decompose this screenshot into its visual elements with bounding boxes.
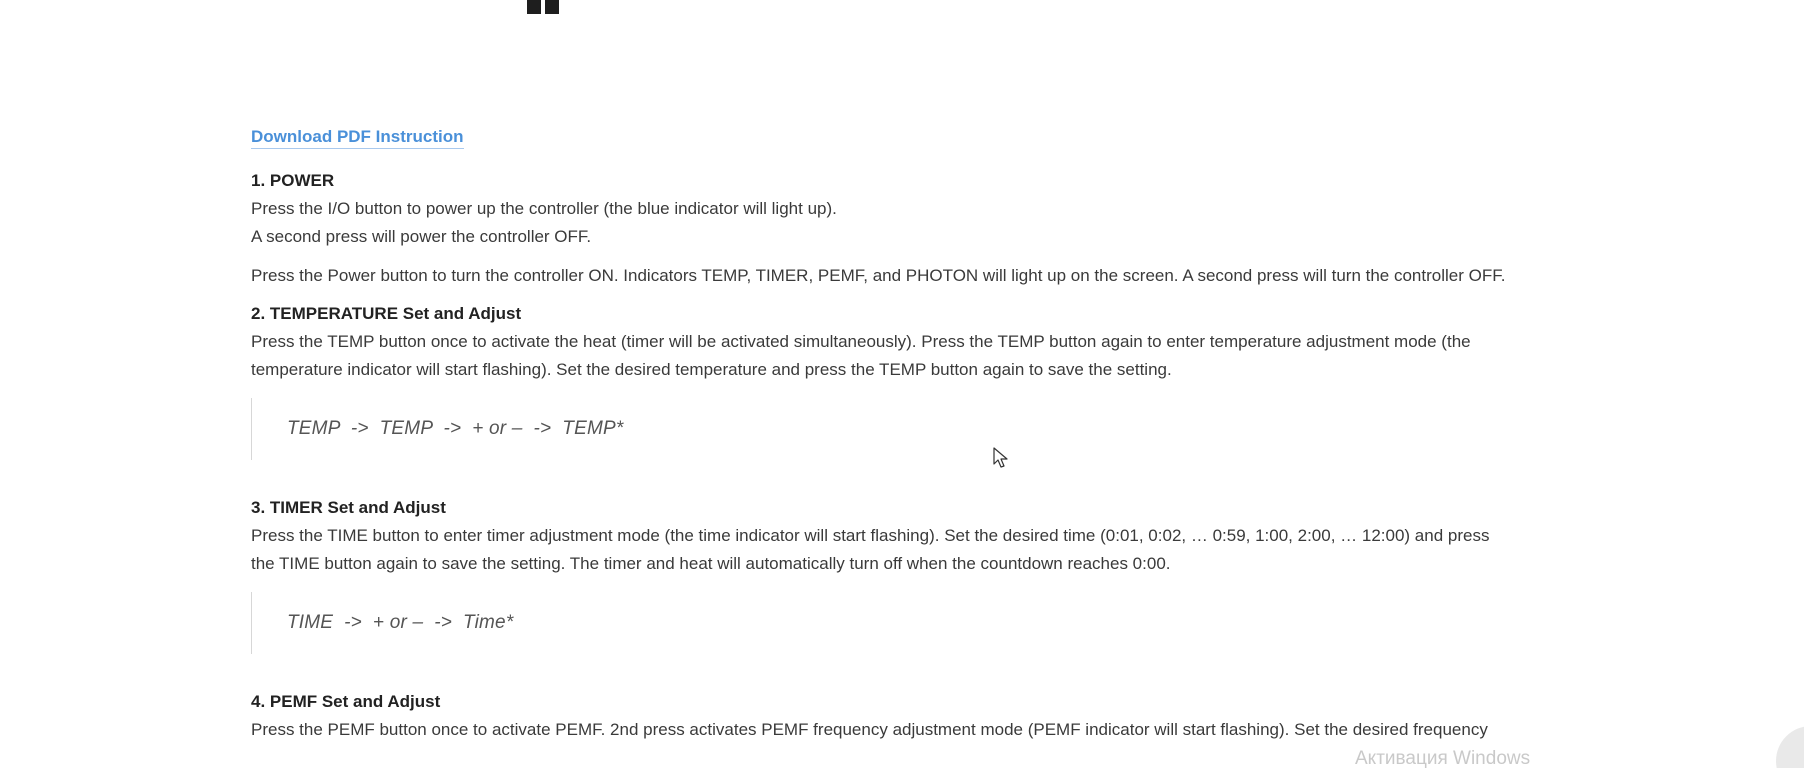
section-power (251, 167, 1581, 290)
floating-widget-edge[interactable] (1776, 726, 1804, 768)
logo-block-right (545, 0, 559, 14)
mouse-pointer-icon (993, 447, 1009, 469)
timer-sequence-quote: TIME -> + or – -> Time* (251, 592, 1581, 654)
download-pdf-link[interactable]: Download PDF Instruction (251, 126, 464, 149)
logo-block-left (527, 0, 541, 14)
section-title: 4. PEMF Set and Adjust (251, 692, 441, 711)
section-text: the TIME button again to save the setting. The timer and heat will automatically turn off when the countdown reaches 0:00. (251, 554, 1171, 573)
section-text: Press the PEMF button once to activate PEMF. 2nd press activates PEMF frequency adjustment mode (PEMF indicator will start flashing). Set the desired frequency (251, 720, 1488, 739)
section-title: 1. POWER (251, 171, 335, 190)
section-text: Press the TIME button to enter timer adjustment mode (the time indicator will start flashing). Set the desired time (0:01, 0:02, … 0:59, 1:00, 2:00, … 12:00) and press (251, 526, 1490, 545)
windows-activation-watermark: Активация Windows (1355, 748, 1531, 768)
section-timer (251, 494, 1581, 654)
instruction-content (251, 126, 1581, 744)
section-temperature (251, 300, 1581, 460)
section-text: Press the TEMP button once to activate the heat (timer will be activated simultaneously). Press the TEMP button again to enter temperature adjustment mode (the (251, 332, 1471, 351)
section-text: A second press will power the controller OFF. (251, 227, 592, 246)
section-title: 2. TEMPERATURE Set and Adjust (251, 304, 522, 323)
section-text: Press the I/O button to power up the controller (the blue indicator will light up). (251, 199, 837, 218)
section-title: 3. TIMER Set and Adjust (251, 498, 446, 517)
section-text: temperature indicator will start flashing). Set the desired temperature and press the TEMP button again to save the setting. (251, 360, 1172, 379)
temp-sequence-quote: TEMP -> TEMP -> + or – -> TEMP* (251, 398, 1581, 460)
logo-fragment-icon (527, 0, 560, 14)
section-pemf (251, 688, 1581, 744)
section-text: Press the Power button to turn the controller ON. Indicators TEMP, TIMER, PEMF, and PHOTON will light up on the screen. A second press will turn the controller OFF. (251, 266, 1506, 285)
